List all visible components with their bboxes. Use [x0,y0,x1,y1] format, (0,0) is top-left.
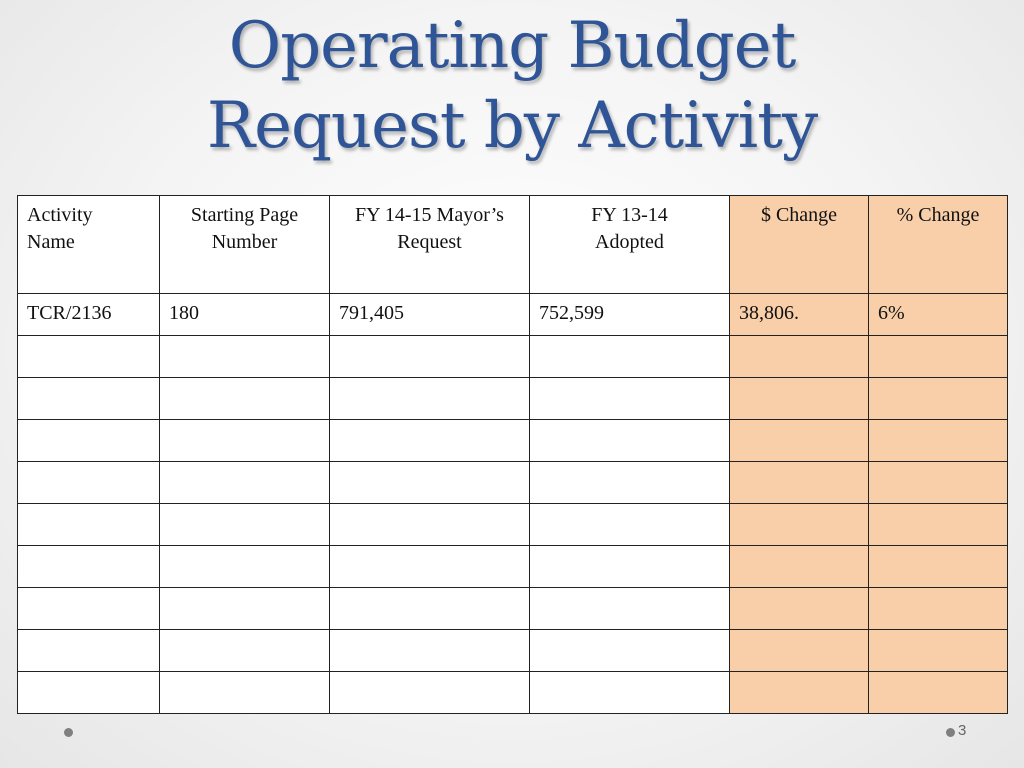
cell-activity-name [18,546,160,588]
table-row [18,420,1008,462]
cell-dollar-change [730,588,869,630]
cell-percent-change [869,504,1008,546]
cell-adopted [530,420,730,462]
cell-percent-change [869,672,1008,714]
cell-percent-change [869,420,1008,462]
cell-adopted [530,504,730,546]
header-percent-change [869,196,1008,294]
cell-dollar-change [730,462,869,504]
table-row [18,462,1008,504]
table-row [18,378,1008,420]
cell-starting-page [160,672,330,714]
header-label: Activity [27,204,93,226]
cell-starting-page [160,378,330,420]
cell-activity-name [18,420,160,462]
header-label: Starting Page [190,204,299,226]
cell-dollar-change [730,630,869,672]
cell-activity-name [18,672,160,714]
cell-dollar-change [730,336,869,378]
header-label: FY 13-14 [591,204,668,226]
cell-adopted [530,546,730,588]
table-body [18,294,1008,714]
cell-starting-page [160,546,330,588]
cell-adopted [530,378,730,420]
cell-mayors-request [330,462,530,504]
cell-dollar-change [730,378,869,420]
page-number: 3 [958,722,967,739]
header-mayors-request [330,196,530,294]
cell-mayors-request [330,504,530,546]
cell-dollar-change [730,420,869,462]
cell-percent-change [869,546,1008,588]
cell-mayors-request [330,420,530,462]
table-row [18,630,1008,672]
cell-activity-name [18,336,160,378]
cell-starting-page [160,462,330,504]
cell-percent-change [869,378,1008,420]
header-label: Number [211,231,278,253]
cell-starting-page [160,630,330,672]
cell-adopted [530,588,730,630]
header-label: Name [27,231,75,253]
title-line-2: Request by Activity [206,89,818,163]
cell-adopted [530,462,730,504]
header-label: % Change [896,204,980,226]
cell-adopted: 752,599 [530,294,730,336]
table-row [18,294,1008,336]
cell-activity-name [18,504,160,546]
cell-percent-change [869,336,1008,378]
header-label: Request [397,231,462,253]
cell-mayors-request [330,630,530,672]
cell-dollar-change [730,504,869,546]
cell-mayors-request [330,378,530,420]
cell-starting-page [160,504,330,546]
cell-dollar-change: 38,806. [730,294,869,336]
cell-adopted [530,336,730,378]
cell-percent-change [869,630,1008,672]
cell-dollar-change [730,672,869,714]
cell-mayors-request: 791,405 [330,294,530,336]
cell-adopted [530,630,730,672]
header-adopted [530,196,730,294]
cell-activity-name: TCR/2136 [18,294,160,336]
right-bullet-dot [946,728,955,737]
cell-dollar-change [730,546,869,588]
header-starting-page-number [160,196,330,294]
cell-activity-name [18,378,160,420]
table-row [18,672,1008,714]
header-label: FY 14-15 Mayor’s [355,204,504,226]
cell-activity-name [18,588,160,630]
cell-percent-change: 6% [869,294,1008,336]
header-activity-name [18,196,160,294]
table-header-row [18,196,1008,294]
table-row [18,504,1008,546]
cell-starting-page [160,420,330,462]
cell-activity-name [18,462,160,504]
budget-table [17,195,1008,714]
cell-percent-change [869,588,1008,630]
cell-mayors-request [330,546,530,588]
cell-starting-page: 180 [160,294,330,336]
header-dollar-change [730,196,869,294]
table-row [18,588,1008,630]
left-bullet-dot [64,728,73,737]
cell-percent-change [869,462,1008,504]
cell-mayors-request [330,336,530,378]
table-row [18,546,1008,588]
header-label: Adopted [595,231,664,253]
header-label: $ Change [760,204,838,226]
cell-adopted [530,672,730,714]
cell-mayors-request [330,588,530,630]
slide-title [0,6,1024,166]
cell-activity-name [18,630,160,672]
title-line-1: Operating Budget [228,9,796,83]
table-row [18,336,1008,378]
cell-starting-page [160,588,330,630]
cell-starting-page [160,336,330,378]
cell-mayors-request [330,672,530,714]
